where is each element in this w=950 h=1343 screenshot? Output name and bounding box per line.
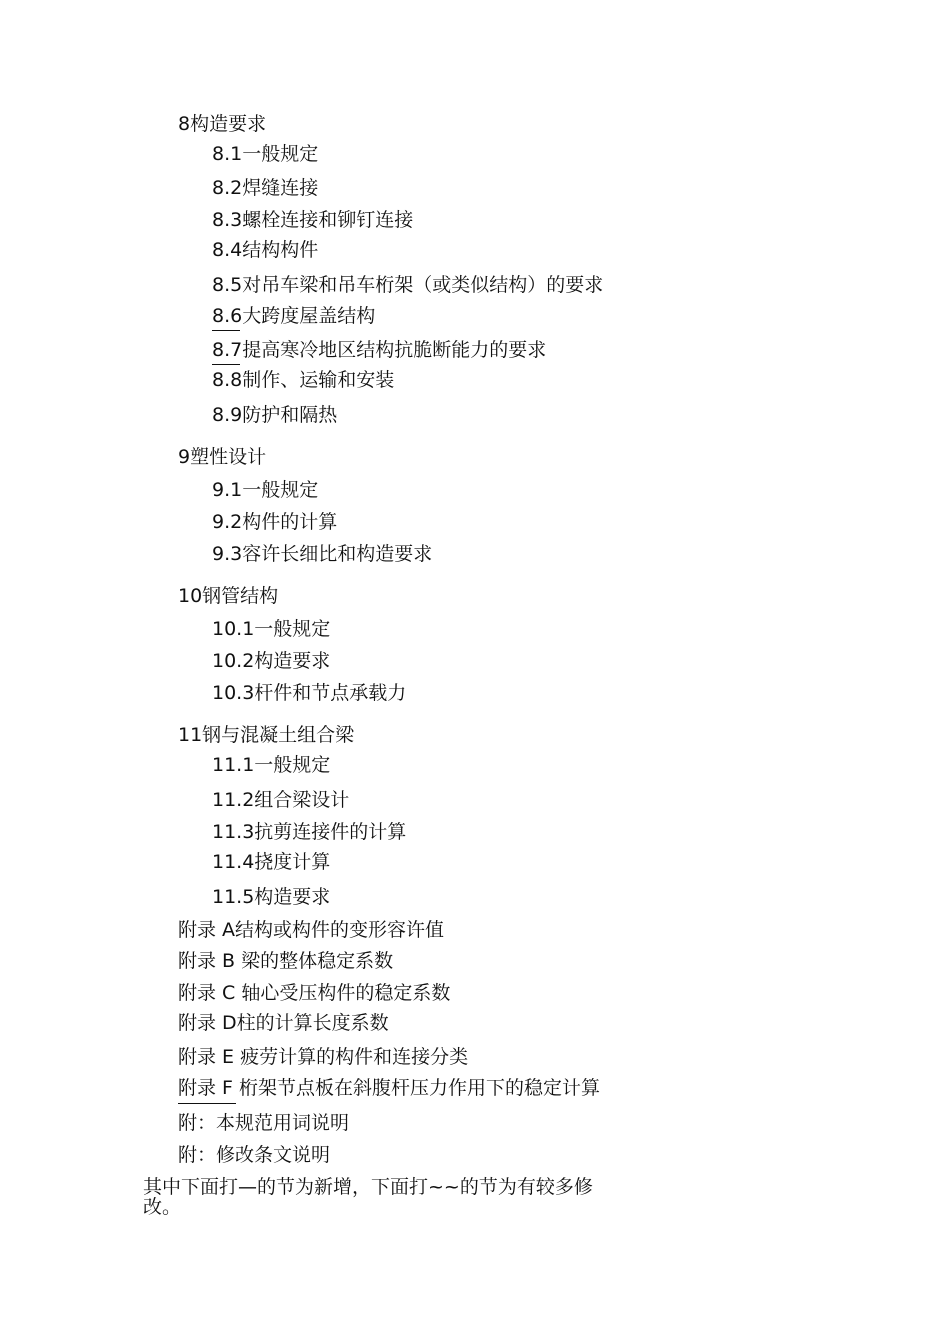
toc-section-8-1: 8.1一般规定 — [212, 143, 319, 165]
toc-appendix-f: 附录 F 桁架节点板在斜腹杆压力作用下的稳定计算 — [178, 1077, 601, 1099]
toc-appendix-b: 附录 B 梁的整体稳定系数 — [178, 950, 394, 972]
toc-section-8-6: 8.6大跨度屋盖结构 — [212, 305, 376, 327]
toc-chapter-8: 8构造要求 — [178, 113, 267, 135]
toc-appendix-d: 附录 D柱的计算长度系数 — [178, 1012, 389, 1034]
toc-section-8-3: 8.3螺栓连接和铆钉连接 — [212, 209, 414, 231]
toc-appendix-e: 附录 E 疲劳计算的构件和连接分类 — [178, 1046, 469, 1068]
toc-chapter-9: 9塑性设计 — [178, 446, 267, 468]
new-section-underline — [178, 1103, 236, 1104]
toc-appendix-a: 附录 A结构或构件的变形容许值 — [178, 919, 445, 941]
toc-section-8-7: 8.7提高寒冷地区结构抗脆断能力的要求 — [212, 339, 547, 361]
new-section-underline — [212, 364, 240, 365]
toc-chapter-10: 10钢管结构 — [178, 585, 279, 607]
toc-chapter-11: 11钢与混凝土组合梁 — [178, 724, 355, 746]
new-section-underline — [212, 330, 240, 331]
toc-section-8-2: 8.2焊缝连接 — [212, 177, 319, 199]
toc-section-8-5: 8.5对吊车梁和吊车桁架（或类似结构）的要求 — [212, 274, 604, 296]
toc-section-9-3: 9.3容许长细比和构造要求 — [212, 543, 433, 565]
toc-section-10-3: 10.3杆件和节点承载力 — [212, 682, 407, 704]
toc-section-11-3: 11.3抗剪连接件的计算 — [212, 821, 407, 843]
toc-section-11-5: 11.5构造要求 — [212, 886, 331, 908]
toc-section-8-8: 8.8制作、运输和安装 — [212, 369, 395, 391]
toc-note-revisions: 附：修改条文说明 — [178, 1144, 331, 1166]
toc-section-10-2: 10.2构造要求 — [212, 650, 331, 672]
toc-section-11-4: 11.4挠度计算 — [212, 851, 331, 873]
toc-appendix-c: 附录 C 轴心受压构件的稳定系数 — [178, 982, 451, 1004]
toc-section-11-1: 11.1一般规定 — [212, 754, 331, 776]
toc-section-8-9: 8.9防护和隔热 — [212, 404, 338, 426]
toc-section-9-1: 9.1一般规定 — [212, 479, 319, 501]
toc-section-11-2: 11.2组合梁设计 — [212, 789, 350, 811]
footnote: 其中下面打—的节为新增，下面打~~的节为有较多修改。 — [143, 1176, 593, 1218]
toc-section-8-4: 8.4结构构件 — [212, 239, 319, 261]
toc-section-10-1: 10.1一般规定 — [212, 618, 331, 640]
toc-note-terms: 附：本规范用词说明 — [178, 1112, 350, 1134]
toc-section-9-2: 9.2构件的计算 — [212, 511, 338, 533]
